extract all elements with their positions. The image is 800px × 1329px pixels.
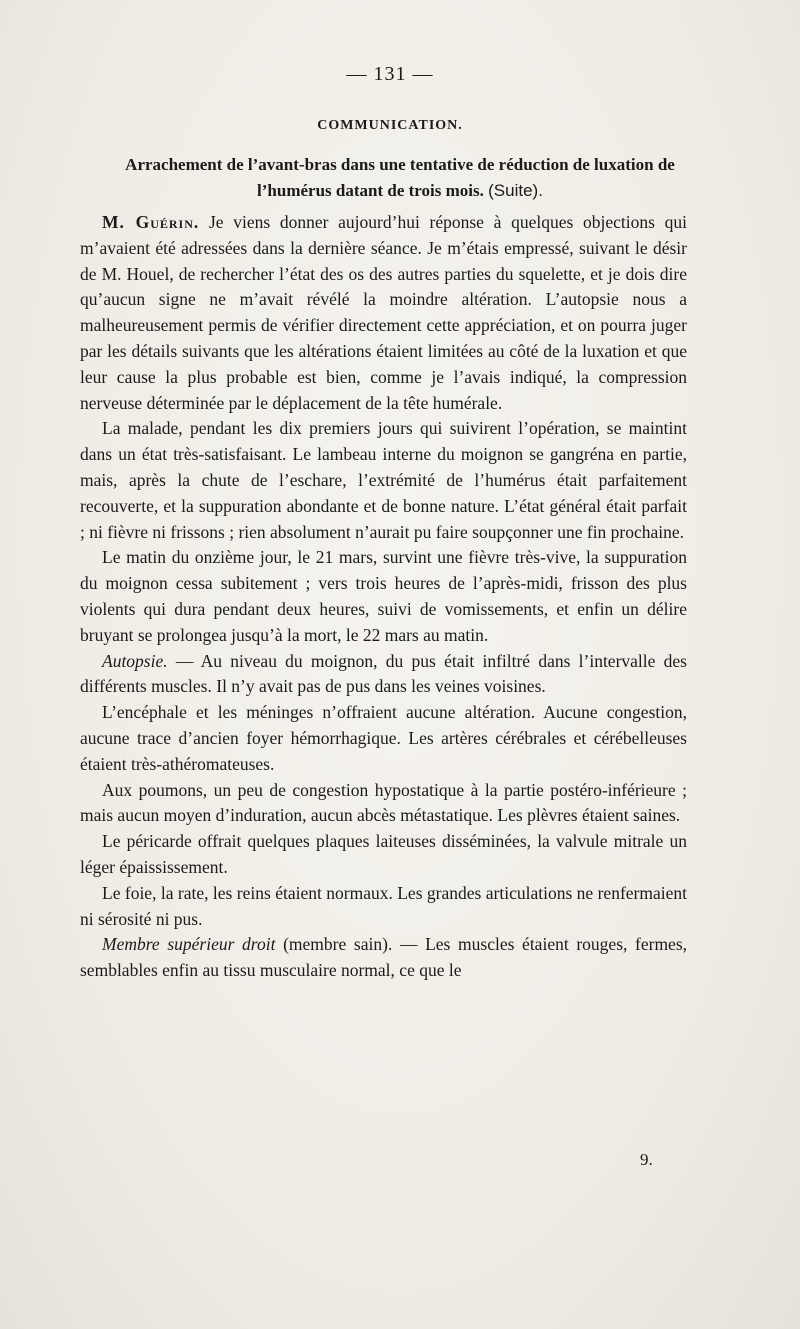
page-number: — 131 —: [346, 63, 434, 85]
article-title-suite: (Suite).: [488, 181, 543, 200]
paragraph-7: Le péricarde offrait quelques plaques laiteuses disséminées, la valvule mitrale un léger épaississement.: [80, 831, 687, 877]
paragraph-8: Le foie, la rate, les reins étaient normaux. Les grandes articulations ne renfermaient ni sérosité ni pus.: [80, 882, 687, 929]
paragraph-4-text: — Au niveau du moignon, du pus était infiltré dans l’intervalle des différents muscles. Il n’y avait pas de pus dans les veines voisines.: [80, 650, 687, 697]
paragraph-6: Aux poumons, un peu de congestion hypostatique à la partie postéro-inférieure ; mais aucun moyen d’induration, aucun abcès métastatique. Les plèvres étaient saines.: [80, 779, 687, 826]
article-title: [90, 152, 710, 204]
paragraph-5: L’encéphale et les méninges n’offraient aucune altération. Aucune congestion, aucune trace d’ancien foyer hémorrhagique. Les artères cérébrales et cérébelleuses étaient très-athéromateuses.: [80, 702, 687, 774]
paragraph-4: [80, 649, 687, 701]
section-header: COMMUNICATION.: [317, 118, 463, 133]
paragraph-9: [80, 932, 687, 984]
membre-lead: Membre supérieur droit: [102, 934, 276, 955]
paragraph-2: La malade, pendant les dix premiers jours qui suivirent l’opération, se maintint dans un état très-satisfaisant. Le lambeau interne du moignon se gangréna en partie, mais, après la chute de l’eschare, l’extrémité de l’humérus était parfaitement recouverte, et la suppuration abondante et de bonne nature. L’état général était parfait ; ni fièvre ni frissons ; rien absolument n’aurait pu faire soupçonner une fin prochaine.: [80, 418, 687, 542]
paragraph-1: [80, 210, 687, 416]
paragraph-3: Le matin du onzième jour, le 21 mars, survint une fièvre très-vive, la suppuration du moignon cessa subitement ; vers trois heures de l’après-midi, frisson des plus violents qui dura pendant deux heures, suivi de vomissements, et enfin un délire bruyant se prolongea jusqu’à la mort, le 22 mars au matin.: [80, 547, 687, 645]
body-text: [80, 210, 687, 984]
autopsie-lead: Autopsie.: [102, 650, 168, 671]
paragraph-9-text: (membre sain). — Les muscles étaient rouges, fermes, semblables enfin au tissu musculaire normal, ce que le: [80, 934, 688, 981]
article-title-main: Arrachement de l’avant-bras dans une tentative de réduction de luxation de l’humérus datant de trois mois.: [125, 155, 675, 200]
signature-mark: 9.: [640, 1150, 653, 1169]
paragraph-1-text: Je viens donner aujourd’hui réponse à quelques objections qui m’avaient été adressées dans la dernière séance. Je m’étais empressé, suivant le désir de M. Houel, de rechercher l’état des os des autres parties du squelette, et je dois dire qu’aucun signe ne m’avait révélé la moindre altération. L’autopsie nous a malheureusement permis de vérifier directement cette appréciation, et on pourra juger par les détails suivants que les altérations étaient limitées au côté de la luxation et que leur cause la plus probable est bien, comme je l’avais indiqué, la compression nerveuse déterminée par le déplacement de la tête humérale.: [80, 212, 687, 413]
speaker-name: M. Guérin.: [102, 212, 200, 232]
